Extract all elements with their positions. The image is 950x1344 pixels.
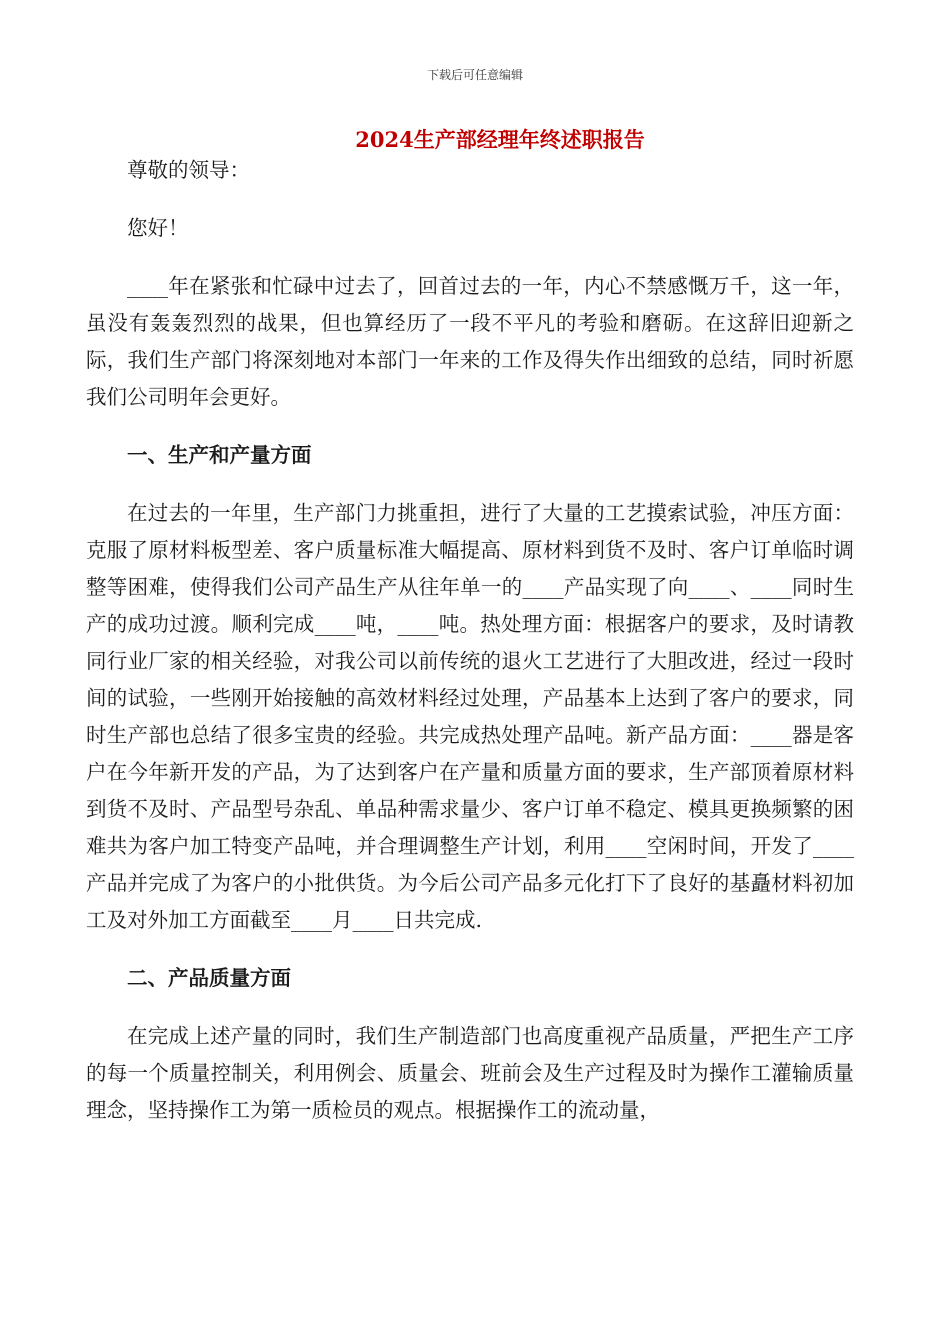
section-body-production: 在过去的一年里，生产部门力挑重担，进行了大量的工艺摸索试验，冲压方面：克服了原材料板型差、客户质量标准大幅提高、原材料到货不及时、客户订单临时调整等困难，使得我们公司产品生产从往年单一的____产品实现了向____、____同时生产的成功过渡。顺利完成____吨，____吨。热处理方面：根据客户的要求，及时请教同行业厂家的相关经验，对我公司以前传统的退火工艺进行了大胆改进，经过一段时间的试验，一些刚开始接触的高效材料经过处理，产品基本上达到了客户的要求，同时生产部也总结了很多宝贵的经验。共完成热处理产品吨。新产品方面：____器是客户在今年新开发的产品，为了达到客户在产量和质量方面的要求，生产部顶着原材料到货不及时、产品型号杂乱、单品种需求量少、客户订单不稳定、模具更换频繁的困难共为客户加工特变产品吨，并合理调整生产计划，利用____空闲时间，开发了____产品并完成了为客户的小批供货。为今后公司产品多元化打下了良好的基矗材料初加工及对外加工方面截至____月____日共完成. [86,501,854,932]
header-note: 下载后可任意编辑 [426,68,523,82]
document-body [86,152,854,1129]
salutation: 尊敬的领导： [127,158,250,182]
intro-paragraph: ____年在紧张和忙碌中过去了，回首过去的一年，内心不禁感慨万千，这一年，虽没有轰轰烈烈的战果，但也算经历了一段不平凡的考验和磨砺。在这辞旧迎新之际，我们生产部门将深刻地对本部门一年来的工作及得失作出细致的总结，同时祈愿我们公司明年会更好。 [86,274,854,409]
document-title: 2024生产部经理年终述职报告 [355,127,645,152]
section-body-quality: 在完成上述产量的同时，我们生产制造部门也高度重视产品质量，严把生产工序的每一个质量控制关，利用例会、质量会、班前会及生产过程及时为操作工灌输质量理念，坚持操作工为第一质检员的观点。根据操作工的流动量， [86,1024,854,1122]
section-heading-production: 一、生产和产量方面 [127,443,312,467]
section-heading-quality: 二、产品质量方面 [127,966,291,990]
greeting: 您好！ [127,216,189,240]
